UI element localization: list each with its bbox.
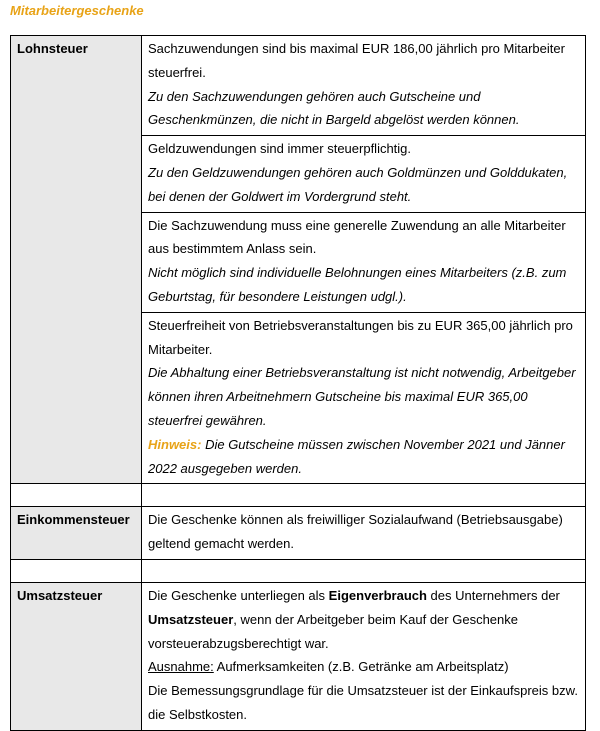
cell-einkommensteuer [142,507,586,560]
cell-text: Geldzuwendungen sind immer steuerpflichtig. [148,141,412,157]
tax-table [10,35,586,731]
hint-text: Die Gutscheine müssen zwischen November 2021 und Jänner 2022 ausgegeben werden. [148,436,565,476]
cell-text: Sachzuwendungen sind bis maximal EUR 186,00 jährlich pro Mitarbeiter steuerfrei. [148,41,565,80]
cell-note: Zu den Sachzuwendungen gehören auch Gutscheine und Geschenkmünzen, die nicht in Bargeld abgelöst werden können. [148,88,520,128]
row-label-umsatzsteuer: Umsatzsteuer [11,582,142,730]
cell-text: Die Geschenke können als freiwilliger Sozialaufwand (Betriebsausgabe) geltend gemacht werden. [148,512,563,552]
ausnahme-text: Aufmerksamkeiten (z.B. Getränke am Arbeitsplatz) [213,659,509,675]
spacer-cell [11,484,142,507]
cell-note: Zu den Geldzuwendungen gehören auch Goldmünzen und Golddukaten, bei denen der Goldwert im Vordergrund steht. [148,164,568,204]
spacer-cell [11,559,142,582]
cell-text [148,584,579,655]
emphasis-eigenverbrauch: Eigenverbrauch [328,587,427,603]
ausnahme-paragraph [148,655,579,679]
text-fragment: des Unternehmers der [426,587,560,603]
hint-label: Hinweis: [148,436,202,452]
spacer-cell [142,559,586,582]
table-row [11,507,586,560]
document-title: Mitarbeitergeschenke [10,3,144,18]
cell-note: Die Abhaltung einer Betriebsveranstaltung ist nicht notwendig, Arbeitgeber können ihren Arbeitnehmern Gutscheine bis maximal EUR 365,00 steuerfrei gewähren. [148,365,576,428]
table-row [11,36,586,136]
spacer-row [11,559,586,582]
emphasis-umsatzsteuer: Umsatzsteuer [148,611,234,627]
table-row [11,582,586,730]
cell-text: Steuerfreiheit von Betriebsveranstaltungen bis zu EUR 365,00 jährlich pro Mitarbeiter. [148,317,573,357]
ausnahme-label: Ausnahme: [148,659,214,675]
cell-geldzuwendungen [142,136,586,212]
cell-betriebsveranstaltungen [142,312,586,484]
cell-umsatzsteuer [142,582,586,730]
text-fragment: Die Geschenke unterliegen als [148,587,329,603]
cell-generelle-zuwendung [142,212,586,312]
row-label-lohnsteuer: Lohnsteuer [11,36,142,484]
spacer-row [11,484,586,507]
hint-paragraph [148,433,579,481]
spacer-cell [142,484,586,507]
cell-note: Nicht möglich sind individuelle Belohnungen eines Mitarbeiters (z.B. zum Geburtstag, für besondere Leistungen udgl.). [148,265,567,304]
cell-sachzuwendungen [142,36,586,136]
cell-text: Die Bemessungsgrundlage für die Umsatzsteuer ist der Einkaufspreis bzw. die Selbstkosten. [148,683,578,722]
row-label-einkommensteuer: Einkommensteuer [11,507,142,560]
cell-text: Die Sachzuwendung muss eine generelle Zuwendung an alle Mitarbeiter aus bestimmtem Anlass sein. [148,217,566,257]
text-fragment: , wenn der Arbeitgeber beim Kauf der Geschenke vorsteuerabzugsberechtigt war. [148,611,518,651]
